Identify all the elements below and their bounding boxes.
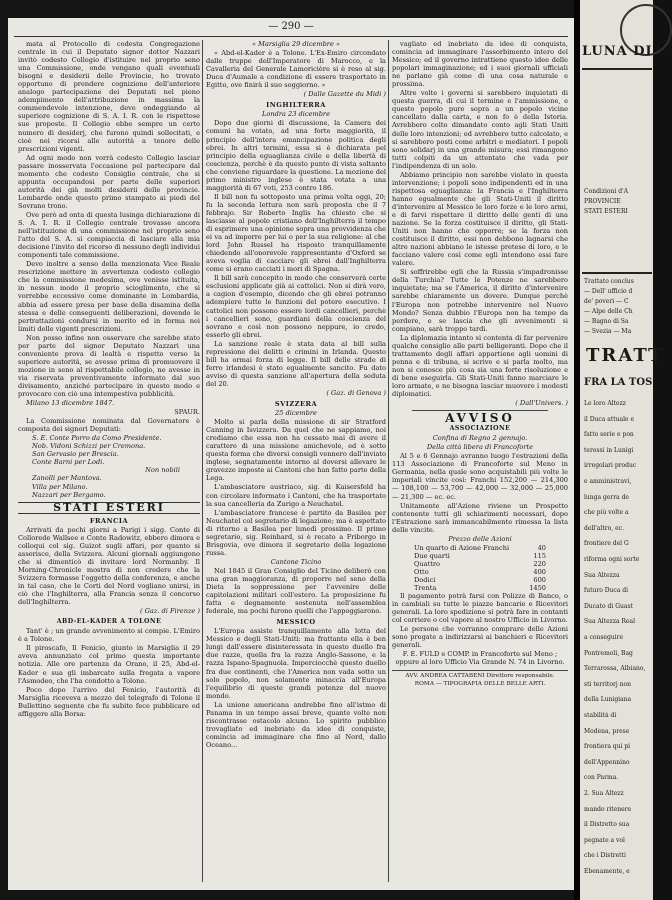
paragraph: Altre volte i governi si sarebbero inquietati di questa guerra, di cui il termine e l'ammissione, e questo popolo pure sopra a un popolo vicine cancellato dalla carta, e non fo è della Istoria. Avrebbero colto dimandato conto agli Stati Uniti delle loro intenzioni; ed avrebbero tutto calcolato, e si sarebbero posti come arbitri e mediatori. I popoli sono solidarj in una grande misura; essi rimangono tutti colpiti da un attentato che vada per l'indipendenza di un solo. xyxy=(392,89,568,170)
paragraph: Non posso infine non osservare che sarebbe stato per parte del signor Deputato Nazzari una conveniente prova di lealtà e rispetto verso la superiore autorità, se avesse prima di promuovere il mozione in seno al rispettabile collegio, ne avesse in via riservata preventivamente informato dal suo divisamento, anziché partecipare in questo modo e provocare con ciò una intempestiva pubblicità. xyxy=(18,333,200,399)
price-label: Quattro xyxy=(414,559,441,568)
paragraph: Devo inoltre a senso della menzionata Vice Reale rescrizione mettere in avvertenza codesto collegio che la commissione medesima, ove venisse istituita, in nessun modo il proprio scioglimento, che si vorrebbe eccessivo come dominante in Lombardia, abbia ad essere presa per base della disamina della stessa e delle conseguenti deliberazioni, dovendo le pertrattazioni condursi in merito ed in forma nei limiti delle vigenti prescrizioni. xyxy=(18,260,200,333)
index-line: STATI ESTERI xyxy=(584,208,628,215)
price-label: Dodici xyxy=(414,576,436,584)
body-line: con Parma. xyxy=(584,774,619,782)
treaty-item: de' poveri — C xyxy=(584,298,629,305)
body-line: irregolari produc xyxy=(584,462,637,470)
body-line: Le loro Altezz xyxy=(584,400,626,407)
paragraph: Abbiamo principio non sarebbe violato in questa intervenzione; i popoli sono indipendenti ed in una rispettosa eguaglianza: la Francia e l'Inghilterra hanno egualmente che gli Stati-Uniti il diritto d'intervenire al Messico le loro forze e le loro armi, e di farvi rispettare il diritto delle genti di una nazione. Se la forza costituisce il diritto, gli Stati-Uniti non hanno che opporre; se la forza non costituisce il diritto, essi non debbono lagnarsi che altre nazioni abbiano le istesse pretese di loro, e le facciano valere così come egli intendono essi fare valere. xyxy=(392,170,568,268)
dispatch-heading: « Marsiglia 29 dicembre » xyxy=(252,40,340,48)
body-line: fatto serie e pon xyxy=(584,431,634,439)
price-value: 600 xyxy=(533,576,546,584)
body-line: che più volte a xyxy=(584,509,629,517)
rule xyxy=(582,272,652,274)
header-rule xyxy=(14,36,568,37)
paragraph: Il piroscafo, Il Fenicio, giunto in Marsiglia il 29 aveva annunziato col primo questa importante notizia. Alle ore partenza da Orano, il 25, Abd-el-Kader e sua gli imbarcato sulla fregata a vapore l'Asmodeo, che l'ha condotto a Tolone. xyxy=(18,644,200,685)
page-number: — 290 — xyxy=(268,21,314,32)
heading-france: FRANCIA xyxy=(89,516,129,525)
firm-address: F. E. FULD e COMP. in Francoforte sul Meno ; oppure al loro Ufficio Via Grande N. 74 in Livorno. xyxy=(395,650,565,667)
facing-page xyxy=(580,0,664,900)
heading-switzerland: SVIZZERA xyxy=(274,400,318,409)
paragraph: L'ambasciatore francese è partito da Basilea per Neuchatel col segretario di legazione; ma è aspettato di ritorno a Basilea per lunedì prossimo. Il primo segretario, sig. Reinhard, si è recato a Friborgo in Brisgovia, ove dimora il segretario della legazione russa. xyxy=(206,508,386,557)
column-divider xyxy=(388,40,389,882)
body-line: Terrarossa, Albiano, xyxy=(584,665,646,673)
subheading: Della città libera di Francoforte xyxy=(426,443,534,452)
paragraph: Ad ogni modo non vorrà codesto Collegio lasciar passare inosservata l'occasione pel partecipare dal momento che codesto Consiglio centrale, che si appunta occupandosi per parte delle superiori autorità dei già molti desiderii delle provincie. Lombarde onde questo primo stampato ai piedi del Sovrano trono. xyxy=(18,153,200,210)
treaty-item: — Svezia — Ma xyxy=(584,328,632,335)
paragraph: La unione americana andrebbe fino all'istmo di Panama in un tempo assai breve, quante volte non riscontrasse ostacolo alcuno. Lo spirito pubblico trovagliato ed inebriato da idee di conquiste, comincia ad immaginare che fino al Nord, dallo Oceano... xyxy=(206,700,386,749)
subheading: Confina di Regno 2 gennajo. xyxy=(432,434,528,443)
paragraph: Si soffrirebbe egli che la Russia s'impadronisse della Turchia? Tutte le Potenze ne sarebbero inquietate; ma se l'America, il diritto d'intervenire sarebbe chiaramente un dovere. Dunque perchè l'Europa non potrebbe intervenire nel Nuovo Mondo? Senza dubbio l'Europa non ha tempo da perdere, e se lascia che gli avvenimenti si compiano, sarà troppo tardi. xyxy=(392,268,568,333)
paragraph: Unitamente all'Azione riviene un Prospetto contenente tutti gli schiarimenti necessari, dopo l'Estrazione sarà immancabilmente rimessa la lista delle vincite. xyxy=(392,501,568,534)
body-line: e amministravi, xyxy=(584,478,632,485)
paragraph: Tant' è ; un grande avvenimento si compie. L'Emiro è a Tolone. xyxy=(18,627,200,644)
body-line: Sua Altezza xyxy=(584,571,620,579)
price-row xyxy=(392,544,568,552)
body-line: riforma ogni sorte xyxy=(584,556,640,563)
column-3 xyxy=(392,40,568,884)
body-line: Pontremoli, Bag xyxy=(584,649,633,657)
member: Zanolli per Mantova. xyxy=(32,474,102,483)
printer-line: ROMA — TIPOGRAFIA DELLE BELLE ARTI. xyxy=(414,680,546,687)
dateline: Londra 23 dicembre xyxy=(262,110,330,119)
heading-association: ASSOCIAZIONE xyxy=(449,425,511,433)
newspaper-page xyxy=(8,18,574,890)
body-line: frontiera qui pi xyxy=(584,743,631,751)
price-list xyxy=(392,544,568,592)
imprint xyxy=(392,670,568,688)
body-line: che i Distretti xyxy=(584,852,626,860)
body-line: Modena, prese xyxy=(584,727,630,735)
price-row xyxy=(392,576,568,584)
dateline: Milano 13 dicembre 1847. xyxy=(26,399,115,408)
masthead: LUNA DI xyxy=(582,44,653,59)
price-value: 115 xyxy=(533,551,546,560)
heading-mexico: MESSICO xyxy=(276,618,316,627)
body-line: stabilità di xyxy=(584,712,617,719)
treaty-intro: Trattato conclus xyxy=(584,278,634,285)
paragraph: Il bill non fu sottoposto una prima volta oggi, 20; fu la seconda lettura non sarà proposta che il 7 febbrajo. Sir Roberto Inglis ha chiesto che si lasciasse al popolo cristiano dell'Inghilterra il tempo di esprimere una opinione sopra una provvidenza che ei va ad imporre per lui o per la sua religione: al che lord John Russel ha risposto tranquillamente chiedendo all'onorevole rappresentante d'Oxford se aveva voglia di cacciare gli ebrei dall'Inghilterra come si erano cacciati i mori di Spagna. xyxy=(206,192,386,274)
price-row xyxy=(392,552,568,560)
paragraph: Molto si parla della missione di sir Stratford Canning in Isvizzera. Da quel che ne sappiamo, noi crediamo che essa non ha cessato mai di avere il carattere di una missione amichevole, ed è sotto questa forma che diversi consigli vennero dall'inviato inglese, segnatamente intorno al doversi allevare le gravezze imposte ai Cantoni che han fatto parte della Lega. xyxy=(206,418,386,483)
body-line: a conseguire xyxy=(584,634,623,641)
signature: SPAUR. xyxy=(174,408,200,417)
dateline: 25 dicembre xyxy=(275,409,317,418)
treaty-item: — Alpe delle Ch xyxy=(584,308,633,315)
member: San Gervasio per Brescia. xyxy=(32,450,119,459)
paragraph: La sanzione reale è stata data al bill sulla repressione dei delitti e crimini in Irlanda. Questo bill ha ormai forza di legge. Il bill delle strade di ferro irlandesi è stato egualmente sancito. Fu dato avviso di questa sanzione all'apertura della seduta del 20. xyxy=(206,339,386,388)
body-line: sti territorj non xyxy=(584,680,631,688)
source: ( Dall'Univers. ) xyxy=(515,399,568,408)
paragraph: Poco dopo l'arrivo del Fenicio, l'autorità di Marsiglia riceveva a mezzo del telegrafo di Tolone il Bullettino seguente che fu subito fece pubblicare ed affiggere alla Borsa: xyxy=(18,685,200,718)
index-line: PROVINCIE xyxy=(584,198,621,205)
column-divider xyxy=(202,40,203,882)
commission-intro: La Commissione nominata dal Governatore è composta dei signori Deputati: xyxy=(18,417,200,434)
paragraph: Il pagamento potrà farsi con Polizze di Banco, o in cambiali su tutte le piazze bancarie e Ricevitori generali. La loro spedizione si potrà fare in contanti col corriere o col vapore al nostro Ufficio in Livorno. xyxy=(392,592,568,625)
section-title-foreign: STATI ESTERI xyxy=(18,502,200,514)
paragraph: Le persone che vorranno comprare delle Azioni sono pregate a indirizzarsi ai banchieri e Ricevitori generali. xyxy=(392,625,568,650)
member: Nazzari per Bergamo. xyxy=(32,490,106,499)
body-line: della Lunigiana xyxy=(584,696,632,704)
body-line: frontiere del G xyxy=(584,540,629,548)
member: Conte Barni per Lodi. xyxy=(32,458,105,467)
treaty-subtitle: FRA LA TOS xyxy=(584,377,653,388)
paragraph: « Abd-el-Kader è a Tolone. L'Ex-Emiro circondato dalle truppe dell'Imperatore di Marocco, e la Cavalleria del Generale Lamoricière si è reso al sig. Duca d'Aumale a condizione di essere trasportato in Egitto, ove finirà il suo soggiorno. » xyxy=(206,49,386,90)
editor-line: AVV. ANDREA CATTABENI Direttore responsabile. xyxy=(405,672,555,679)
paragraph: Ove però ad onta di questa lusinga dichiarazione di S. A. I. R. il Collegio centrale trovasse ancora nell'istituzione di una commissione nel proprio seno l'atto del S. A. si compiaccia di lasciare alla mia decisione l'invito del ricorso di nessuno degli individui componenti tale commissione. xyxy=(18,210,200,260)
column-1 xyxy=(18,40,200,884)
heading-avviso: AVVISO xyxy=(445,411,515,426)
member: S. E. Conte Porro da Como Presidente. xyxy=(32,434,162,443)
price-row xyxy=(392,560,568,568)
paragraph: L'ambasciatore austriaco, sig. di Kaisersfeld ha con circolare informato i Cantoni, che ha trasportato la sua cancelleria da Zurigo a Neuchatel. xyxy=(206,483,386,508)
heading-england: INGHILTERRA xyxy=(266,101,326,110)
member: Villa per Milano. xyxy=(32,482,88,491)
paragraph: Il bill sarà concepito in modo che conserverà certe esclusioni applicate già ai cattolici. Non si dirà vero, a cagion d'esempio, dicendo che gli ebrei potranno adempiere tutte le funzioni del potere esecutivo. I cattolici non possono essere lordi cancellieri, perchè i cancellieri sono, guardiani della coscienza del sovrano e così non possono neppure, io credo, esserlo gli ebrei. xyxy=(206,274,386,339)
price-row xyxy=(392,584,568,592)
body-line: futuro Duca di xyxy=(584,587,629,595)
body-line: lunga gerra de xyxy=(584,493,629,501)
treaty-title: TRATT xyxy=(586,345,664,366)
column-2 xyxy=(206,40,386,884)
price-label: Trenta xyxy=(414,584,437,593)
paragraph: vagliato ed inebriato da idee di conquista, comincia ad immaginare l'assorbimento intero del Messico; ed il governo intrattiene questo idee delle popolari immaginazione; ed i suoi giornali ufficiali ne parlano già come di una cosa naturale e prossima. xyxy=(392,40,568,89)
body-line: Ducato di Guast xyxy=(584,602,633,610)
price-value: 400 xyxy=(533,567,546,576)
commission-members xyxy=(18,434,200,498)
body-line: Ebenamente, e xyxy=(584,868,630,875)
source: ( Gaz. di Firenze ) xyxy=(140,607,200,616)
body-line: pegnate a vol xyxy=(584,836,625,844)
treaty-item: — Bagno di Sa xyxy=(584,318,629,325)
body-line: teressi in Lunigi xyxy=(584,446,634,454)
index-line: Condizioni d'A xyxy=(584,188,629,195)
body-line: dell'altro, ec. xyxy=(584,524,624,532)
price-label: Otto xyxy=(414,567,429,576)
member: Nob. Vidoni Schizzi per Cremona. xyxy=(32,442,146,451)
price-value: 40 xyxy=(537,543,546,552)
price-value: 1450 xyxy=(529,584,546,593)
paragraph: mata al Protocollo di codesta Congregazione centrale in cui il Deputato signor dottor Nazzari invitò codesto Collegio d'istituire nel proprio seno una Commissione, onde vengano quali eventuali bisogni e desiderii delle Provincie, ho trovato opportuno di prendere cognizione dell'anteriore analogo partecipazione dei Deputati nel pieno adempimento dell'attribuzione in massima la commendevole intenzione, deve ondeggiando al superiore cognizione di S. A. I. R. con le rispettose sue proposte. Il Collegio ebbe sempre un certo numero di desiderj, che furono quindi sollecitati, e cioè nei ricorsi alle autorità a tenore delle prescrizioni vigenti. xyxy=(18,40,200,153)
paragraph: Dopo due giorni di discussione, la Camera dei comuni ha votato, ad una forte maggiorità, il principio dell'intera emancipazione politica degli ebrei. In altri termini, essa si è dichiarata pel principio della eguaglianza civile e della libertà di coscienza, perchè è da questo punto di vista soltanto che conviene riguardare la questione. La mozione del primo ministro inglese è stata votata a una maggiorità di 67 voti, 253 contro 186. xyxy=(206,119,386,192)
body-line: il Distretto sua xyxy=(584,821,630,829)
paragraph: La diplomazia intanto si contenta di far pervenire qualche consiglio alle parti belligeranti. Dopo che il trattamento degli affari appartiene agli uomini di penna e di tribuna, si scrive e si parla molto, ma non si conosce più cosa sia una forte risoluzione e di bene eseguirla. Gli Stati-Uniti fanno marciare le loro armate, e ne bisogna lasciar muovere i modesti diplomatici. xyxy=(392,333,568,399)
paragraph: Arrivati da pochi giorni a Parigi i sigg. Conte di Collorede Wallsee e Conte Radowitz, ebbero dimora e colloqui col sig. Guizot sugli affari, per quanto si asserisce, della Svizzera. Alcuni giornali aggiungono che si dimenticò di invitare lord Normanby. Il Morning-Chronicle mostra di non credere che la Svizzera formasse l'oggetto della conferenza, e anche in tal caso, che le Corti del Nord vogliano unirsi, in ciò che l'Inghilterra, alla Francia senza il concorso dell'Inghilterra. xyxy=(18,525,200,607)
source: ( Dalle Gazette du Midi ) xyxy=(303,90,386,99)
body-line: dell'Appennino xyxy=(584,758,630,766)
prices-heading: Prezzo delle Azioni xyxy=(448,534,512,543)
body-line: 2. Sua Altezz xyxy=(584,790,624,797)
body-line: il Duca attuale e xyxy=(584,415,635,423)
treaty-item: — Dell' ufficio d xyxy=(584,288,633,295)
body-line: Sua Altezza Real xyxy=(584,618,636,626)
paragraph: Nel 1845 il Gran Consiglio del Ticino deliberò con una gran maggioranza, di proporre nel seno della Dieta la soppressione per l'avvenire delle capitolazioni militari coll'estero. La proposizione fu fatta e degnamente sostenuta nell'assemblea federale, ma pochi furono quelli che l'appoggiarono. xyxy=(206,566,386,616)
price-label: Un quarto di Azione Franchi xyxy=(414,543,510,552)
price-value: 220 xyxy=(533,559,546,568)
source: ( Gaz. di Genova ) xyxy=(326,388,386,397)
member-note: Non nobili xyxy=(145,466,180,475)
price-row xyxy=(392,568,568,576)
rule xyxy=(582,68,652,70)
paragraph: Al 5 e 6 Gennajo avranno luogo l'estrazioni della 113 Associazione di Francoforte sul Meno in Germania, nella quale sono acquistabili più volte le imperiali vincite così: Franchi 152,200 — 214,300 — 108,100 — 53,700 — 42,000 — 32,000 — 25,000 — 21,300 — ec. ec. xyxy=(392,452,568,501)
subheading-ticino: Cantone Ticino xyxy=(270,557,322,566)
heading-abdelkader: ABD-EL-KADER A TOLONE xyxy=(56,618,162,626)
price-label: Due quarti xyxy=(414,551,450,560)
body-line: mando ritenere xyxy=(584,805,632,813)
paragraph: L'Europa assiste tranquillamente alla lotta del Messico e degli Stati-Uniti: ma frattanto ella è ben lungi dall'essere disinteressata in questo duello fra due razze, quella fra la razza Anglo-Sassone, e la razza Ispano-Spagnuola. Imperciocchè questo duello fra due continenti, che l'America non vada sotto un solo popolo, non solamente minaccia all'Europa l'equilibrio di queste grandi potenze del nuovo mondo. xyxy=(206,627,386,700)
